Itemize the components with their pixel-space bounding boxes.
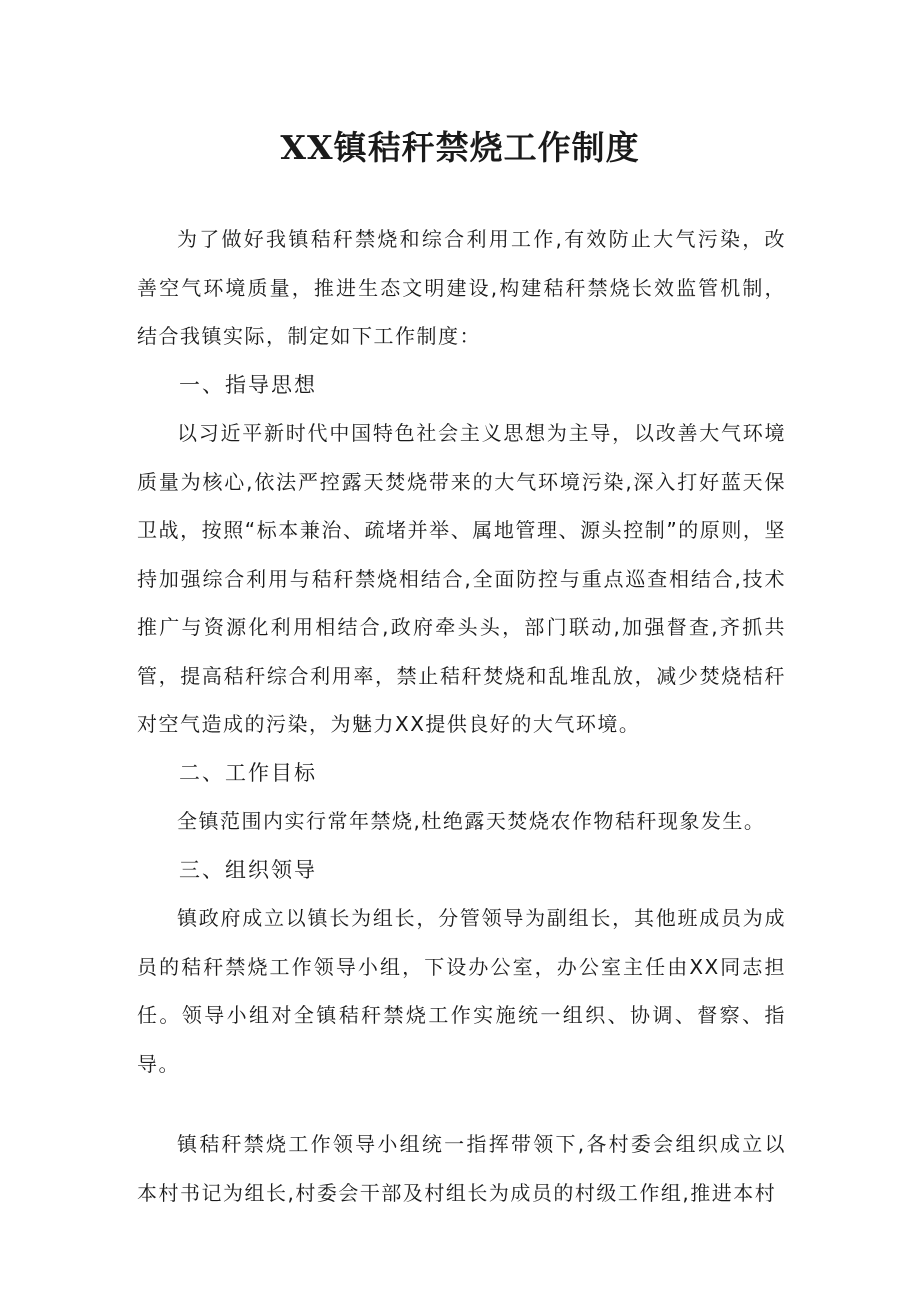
document-title: XX镇秸秆禁烧工作制度 [280, 128, 640, 167]
section-heading-organization: 三、组织领导 [179, 857, 317, 882]
document-body [137, 215, 786, 1217]
section-paragraph-guiding-ideology: 以习近平新时代中国特色社会主义思想为主导，以改善大气环境质量为核心,依法严控露天焚烧带来的大气环境污染,深入打好蓝天保卫战，按照“标本兼治、疏堵并举、属地管理、源头控制”的原则，坚持加强综合利用与秸秆禁烧相结合,全面防控与重点巡查相结合,技术推广与资源化利用相结合,政府牵头头，部门联动,加强督查,齐抓共管，提高秸秆综合利用率，禁止秸秆焚烧和乱堆乱放，减少焚烧桔秆对空气造成的污染，为魅力XX提供良好的大气环境。 [137, 421, 786, 736]
paragraph-gap [137, 1088, 786, 1120]
section-heading-guiding-ideology: 一、指导思想 [179, 372, 317, 397]
section-heading-work-goal: 二、工作目标 [179, 760, 317, 785]
section-paragraph-organization: 镇政府成立以镇长为组长，分管领导为副组长，其他班成员为成员的秸秆禁烧工作领导小组，下设办公室，办公室主任由XX同志担任。领导小组对全镇秸秆禁烧工作实施统一组织、协调、督察、指导。 [137, 906, 786, 1076]
intro-paragraph: 为了做好我镇秸秆禁烧和综合利用工作,有效防止大气污染，改善空气环境质量，推进生态文明建设,构建秸秆禁烧长效监管机制，结合我镇实际，制定如下工作制度： [137, 227, 786, 348]
section-paragraph-work-goal: 全镇范围内实行常年禁烧,杜绝露天焚烧农作物秸秆现象发生。 [177, 809, 766, 833]
section-paragraph-village-groups: 镇秸秆禁烧工作领导小组统一指挥带领下,各村委会组织成立以本村书记为组长,村委会干部及村组长为成员的村级工作组,推进本村 [137, 1132, 786, 1205]
